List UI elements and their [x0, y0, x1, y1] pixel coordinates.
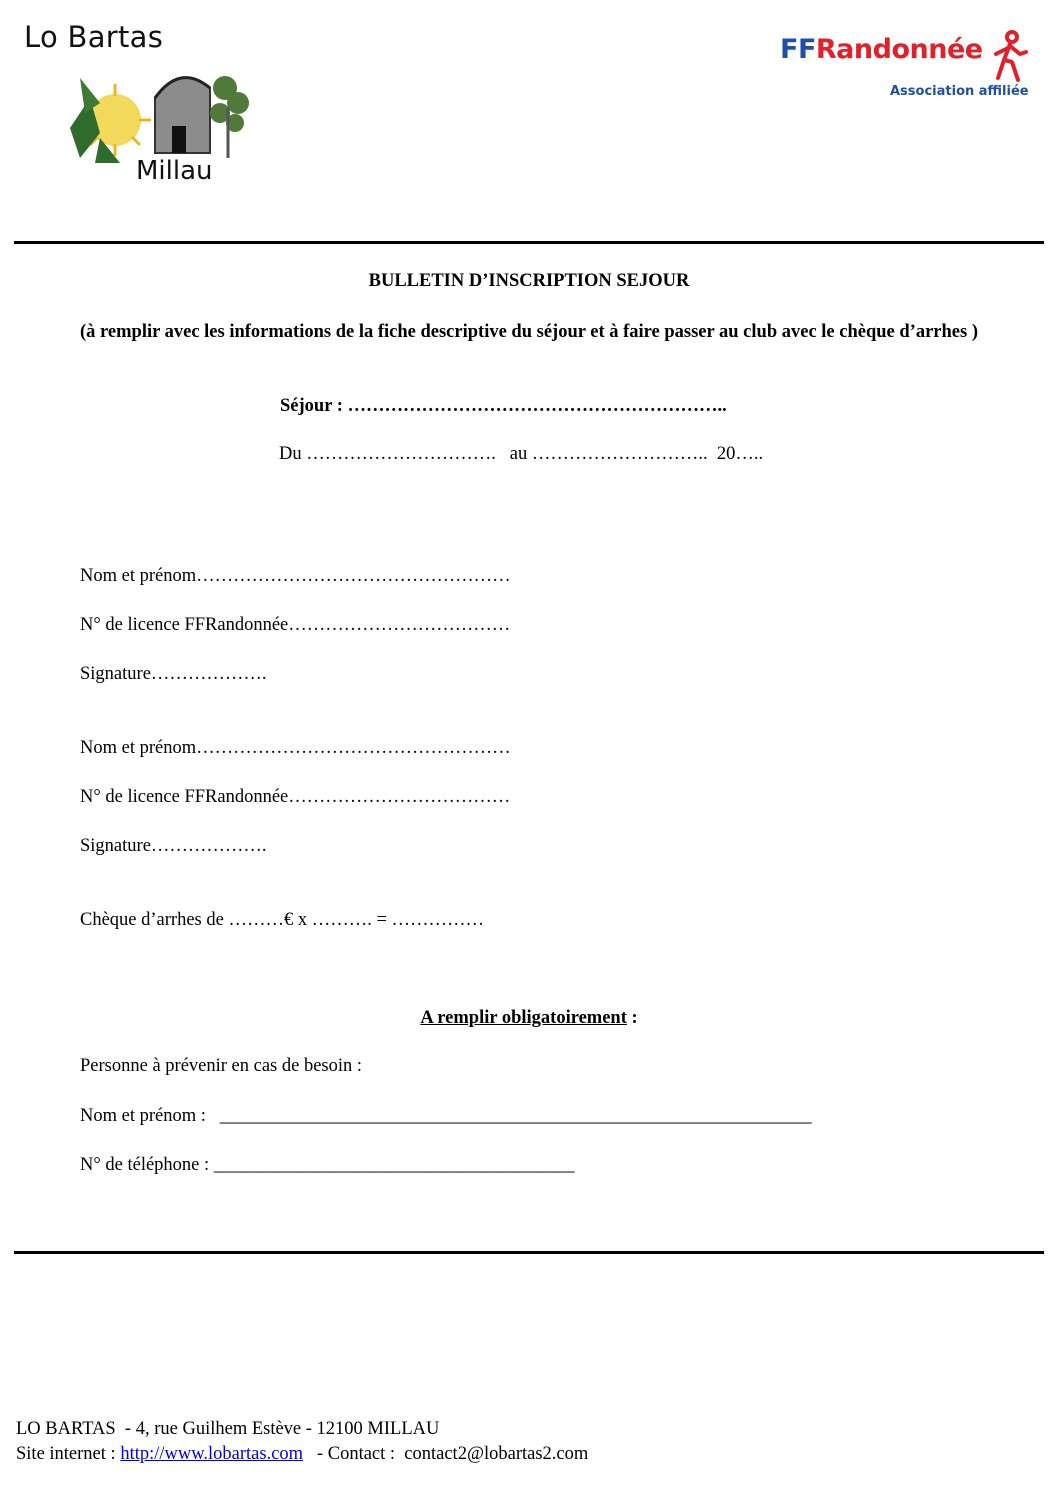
mandatory-heading-colon: : [626, 1008, 638, 1028]
bottom-divider [14, 1251, 1044, 1254]
footer-site-link[interactable]: http://www.lobartas.com [120, 1444, 304, 1464]
sun-thistle-hut-icon [60, 58, 260, 168]
participant2-name-field[interactable]: Nom et prénom…………………………………………… [80, 738, 511, 758]
ffrandonnee-logo [780, 30, 1030, 110]
participant2-signature-field[interactable]: Signature………………. [80, 836, 267, 856]
ffrandonnee-wordmark [780, 34, 983, 65]
hiker-icon [990, 30, 1030, 86]
logo-city-text: Millau [136, 156, 213, 186]
footer-address: LO BARTAS - 4, rue Guilhem Estève - 12100 MILLAU [16, 1419, 440, 1439]
lo-bartas-logo [20, 20, 260, 190]
footer-site-label: Site internet : [16, 1444, 121, 1464]
participant1-signature-field[interactable]: Signature………………. [80, 664, 267, 684]
form-subtitle: (à remplir avec les informations de la fiche descriptive du séjour et à faire passer au club avec le chèque d’arrhes ) [80, 322, 978, 342]
ffr-ff-text: FF [780, 34, 816, 65]
footer-contact: - Contact : contact2@lobartas2.com [303, 1444, 589, 1464]
cheque-field[interactable]: Chèque d’arrhes de ………€ x ………. = …………… [80, 910, 485, 930]
mandatory-heading-text: A remplir obligatoirement [420, 1008, 627, 1028]
association-affiliee-text: Association affiliée [890, 84, 1029, 99]
dates-field[interactable]: Du …………………………. au ……………………….. 20….. [279, 444, 764, 464]
top-divider [14, 241, 1044, 244]
sejour-field[interactable]: Séjour : …………………………………………………….. [280, 396, 727, 416]
contact-name-field[interactable]: Nom et prénom : ________________________________________________________________ [80, 1106, 812, 1126]
participant1-licence-field[interactable]: N° de licence FFRandonnée……………………………… [80, 615, 511, 635]
participant1-name-field[interactable]: Nom et prénom…………………………………………… [80, 566, 511, 586]
footer-contact-line [16, 1444, 588, 1465]
contact-person-label: Personne à prévenir en cas de besoin : [80, 1056, 363, 1076]
mandatory-heading [0, 1008, 1058, 1029]
form-title: BULLETIN D’INSCRIPTION SEJOUR [368, 271, 690, 291]
participant2-licence-field[interactable]: N° de licence FFRandonnée……………………………… [80, 787, 511, 807]
ffr-rando-text: Randonnée [815, 34, 983, 65]
contact-phone-field[interactable]: N° de téléphone : _______________________________________ [80, 1155, 575, 1175]
logo-brand-text: Lo Bartas [24, 20, 164, 54]
